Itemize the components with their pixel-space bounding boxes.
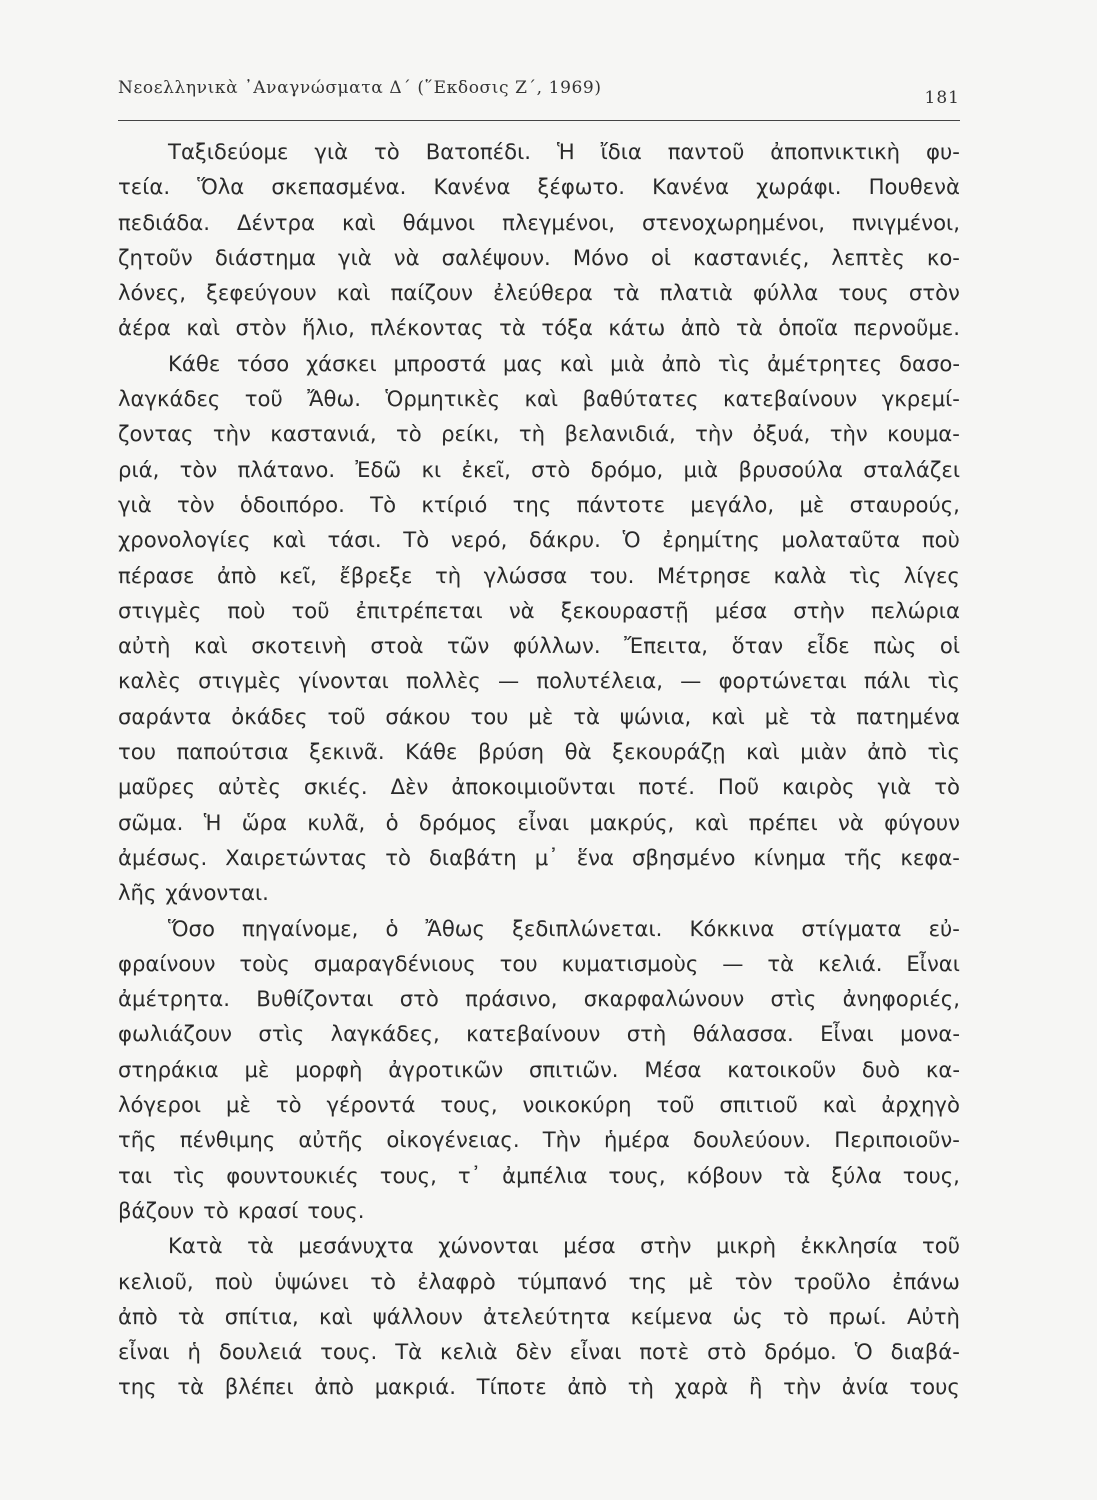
text-line: ἀμέτρητα. Βυθίζονται στὸ πράσινο, σκαρφαλώνουν στὶς ἀνηφοριές, (118, 986, 960, 1012)
text-line: ται τὶς φουντουκιές τους, τ᾿ ἀμπέλια τους, κόβουν τὰ ξύλα τους, (118, 1162, 960, 1188)
text-line: ἀπὸ τὰ σπίτια, καὶ ψάλλουν ἀτελεύτητα κείμενα ὡς τὸ πρωί. Αὐτὴ (118, 1303, 960, 1329)
text-line: λόγεροι μὲ τὸ γέροντά τους, νοικοκύρη τοῦ σπιτιοῦ καὶ ἀρχηγὸ (118, 1092, 960, 1118)
text-line: ζητοῦν διάστημα γιὰ νὰ σαλέψουν. Μόνο οἱ καστανιές, λεπτὲς κο- (118, 244, 960, 270)
text-line: στηράκια μὲ μορφὴ ἀγροτικῶν σπιτιῶν. Μέσα κατοικοῦν δυὸ κα- (118, 1056, 960, 1082)
text-line: ριά, τὸν πλάτανο. Ἐδῶ κι ἐκεῖ, στὸ δρόμο, μιὰ βρυσούλα σταλάζει (118, 456, 960, 482)
text-line: γιὰ τὸν ὁδοιπόρο. Τὸ κτίριό της πάντοτε μεγάλο, μὲ σταυρούς, (118, 491, 960, 517)
text-line: στιγμὲς ποὺ τοῦ ἐπιτρέπεται νὰ ξεκουραστῇ μέσα στὴν πελώρια (118, 597, 960, 623)
text-line: τῆς πένθιμης αὐτῆς οἰκογένειας. Τὴν ἡμέρα δουλεύουν. Περιποιοῦν- (118, 1127, 960, 1153)
text-line: λῆς χάνονται. (118, 880, 269, 906)
text-line: φωλιάζουν στὶς λαγκάδες, κατεβαίνουν στὴ θάλασσα. Εἶναι μονα- (118, 1021, 960, 1047)
header-title: Νεοελληνικὰ ᾿Αναγνώσματα Δ΄ (῞Εκδοσις Ζ΄, 1969) (118, 78, 602, 98)
text-line: Κατὰ τὰ μεσάνυχτα χώνονται μέσα στὴν μικρὴ ἐκκλησία τοῦ (168, 1233, 960, 1259)
text-line: Κάθε τόσο χάσκει μπροστά μας καὶ μιὰ ἀπὸ τὶς ἀμέτρητες δασο- (168, 350, 960, 376)
body-text (118, 134, 960, 1405)
text-line: φραίνουν τοὺς σμαραγδένιους του κυματισμοὺς — τὰ κελιά. Εἶναι (118, 950, 960, 976)
text-line: πέρασε ἀπὸ κεῖ, ἔβρεξε τὴ γλώσσα του. Μέτρησε καλὰ τὶς λίγες (118, 562, 960, 588)
text-line: βάζουν τὸ κρασί τους. (118, 1197, 365, 1223)
text-line: αὐτὴ καὶ σκοτεινὴ στοὰ τῶν φύλλων. Ἔπειτα, ὅταν εἶδε πὼς οἱ (118, 633, 960, 659)
text-line: χρονολογίες καὶ τάσι. Τὸ νερό, δάκρυ. Ὁ ἐρημίτης μολαταῦτα ποὺ (118, 527, 960, 553)
text-line: τεία. Ὅλα σκεπασμένα. Κανένα ξέφωτο. Κανένα χωράφι. Πουθενὰ (118, 174, 960, 200)
text-line: σαράντα ὀκάδες τοῦ σάκου του μὲ τὰ ψώνια, καὶ μὲ τὰ πατημένα (118, 703, 960, 729)
text-line: πεδιάδα. Δέντρα καὶ θάμνοι πλεγμένοι, στενοχωρημένοι, πνιγμένοι, (118, 209, 960, 235)
text-line: σῶμα. Ἡ ὥρα κυλᾶ, ὁ δρόμος εἶναι μακρύς, καὶ πρέπει νὰ φύγουν (118, 809, 960, 835)
text-line: καλὲς στιγμὲς γίνονται πολλὲς — πολυτέλεια, — φορτώνεται πάλι τὶς (118, 668, 960, 694)
text-line: κελιοῦ, ποὺ ὑψώνει τὸ ἐλαφρὸ τύμπανό της μὲ τὸν τροῦλο ἐπάνω (118, 1268, 960, 1294)
text-line: ζοντας τὴν καστανιά, τὸ ρείκι, τὴ βελανιδιά, τὴν ὀξυά, τὴν κουμα- (118, 421, 960, 447)
running-header (118, 76, 960, 121)
text-line: Ὅσο πηγαίνομε, ὁ Ἄθως ξεδιπλώνεται. Κόκκινα στίγματα εὐ- (168, 915, 960, 941)
text-line: ἀέρα καὶ στὸν ἥλιο, πλέκοντας τὰ τόξα κάτω ἀπὸ τὰ ὁποῖα περνοῦμε. (118, 315, 960, 341)
text-line: μαῦρες αὐτὲς σκιές. Δὲν ἀποκοιμιοῦνται ποτέ. Ποῦ καιρὸς γιὰ τὸ (118, 774, 960, 800)
text-line: εἶναι ἡ δουλειά τους. Τὰ κελιὰ δὲν εἶναι ποτὲ στὸ δρόμο. Ὁ διαβά- (118, 1339, 960, 1365)
text-line: Ταξιδεύομε γιὰ τὸ Βατοπέδι. Ἡ ἴδια παντοῦ ἀποπνικτικὴ φυ- (168, 139, 960, 164)
text-line: λαγκάδες τοῦ Ἄθω. Ὁρμητικὲς καὶ βαθύτατες κατεβαίνουν γκρεμί- (118, 386, 960, 412)
text-line: ἀμέσως. Χαιρετώντας τὸ διαβάτη μ᾿ ἕνα σβησμένο κίνημα τῆς κεφα- (118, 844, 960, 870)
text-line: του παπούτσια ξεκινᾶ. Κάθε βρύση θὰ ξεκουράζῃ καὶ μιὰν ἀπὸ τὶς (118, 739, 960, 765)
page-number: 181 (924, 88, 960, 108)
text-line: λόνες, ξεφεύγουν καὶ παίζουν ἐλεύθερα τὰ πλατιὰ φύλλα τους στὸν (118, 280, 960, 306)
text-line: της τὰ βλέπει ἀπὸ μακριά. Τίποτε ἀπὸ τὴ χαρὰ ἢ τὴν ἀνία τους (118, 1374, 960, 1400)
